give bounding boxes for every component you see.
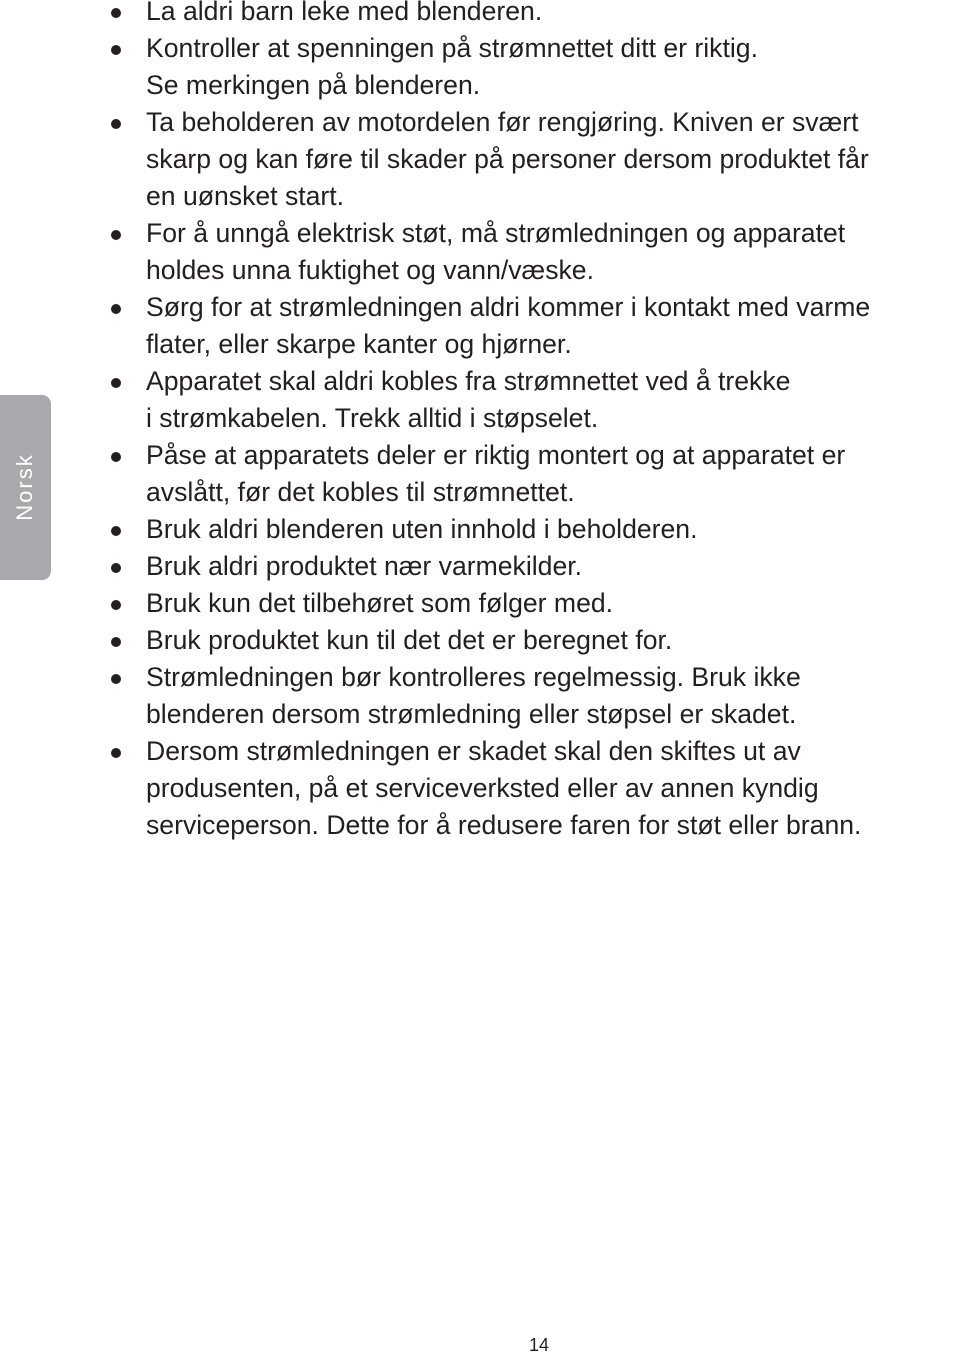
- bullet-icon: [111, 600, 121, 610]
- safety-instructions-list: [108, 0, 960, 844]
- list-item-text: Bruk kun det tilbehøret som følger med.: [146, 588, 614, 618]
- list-item-text: en uønsket start.: [146, 181, 345, 211]
- list-item-text: skarp og kan føre til skader på personer dersom produktet får: [146, 144, 869, 174]
- bullet-icon: [111, 452, 121, 462]
- list-item: [108, 289, 960, 363]
- bullet-icon: [111, 119, 121, 129]
- language-tab-label: Norsk: [12, 453, 37, 521]
- language-side-tab: [0, 395, 51, 580]
- list-item: [108, 585, 960, 622]
- list-item-text: holdes unna fuktighet og vann/væske.: [146, 255, 594, 285]
- bullet-icon: [111, 230, 121, 240]
- list-item: [108, 733, 960, 844]
- list-item: [108, 30, 960, 104]
- list-item: [108, 363, 960, 437]
- bullet-icon: [111, 563, 121, 573]
- list-item: [108, 437, 960, 511]
- list-item-text: flater, eller skarpe kanter og hjørner.: [146, 329, 572, 359]
- list-item-text: Strømledningen bør kontrolleres regelmessig. Bruk ikke: [146, 662, 801, 692]
- list-item-text: Kontroller at spenningen på strømnettet ditt er riktig.: [146, 33, 758, 63]
- list-item-text: Apparatet skal aldri kobles fra strømnettet ved å trekke: [146, 366, 791, 396]
- bullet-icon: [111, 378, 121, 388]
- bullet-icon: [111, 304, 121, 314]
- list-item-text: avslått, før det kobles til strømnettet.: [146, 477, 575, 507]
- list-item: [108, 659, 960, 733]
- list-item: [108, 511, 960, 548]
- list-item-text: produsenten, på et serviceverksted eller av annen kyndig: [146, 773, 819, 803]
- list-item-text: Dersom strømledningen er skadet skal den skiftes ut av: [146, 736, 801, 766]
- list-item-text: Se merkingen på blenderen.: [146, 70, 481, 100]
- list-item: [108, 104, 960, 215]
- bullet-icon: [111, 45, 121, 55]
- list-item-text: Ta beholderen av motordelen før rengjøring. Kniven er svært: [146, 107, 859, 137]
- bullet-icon: [111, 637, 121, 647]
- bullet-icon: [111, 674, 121, 684]
- list-item-text: serviceperson. Dette for å redusere faren for støt eller brann.: [146, 810, 862, 840]
- list-item: [108, 0, 960, 30]
- list-item: [108, 215, 960, 289]
- list-item-text: Påse at apparatets deler er riktig montert og at apparatet er: [146, 440, 846, 470]
- list-item-text: La aldri barn leke med blenderen.: [146, 0, 543, 26]
- bullet-icon: [111, 8, 121, 18]
- list-item-text: Bruk produktet kun til det det er beregnet for.: [146, 625, 673, 655]
- list-item: [108, 548, 960, 585]
- bullet-icon: [111, 748, 121, 758]
- list-item-text: blenderen dersom strømledning eller støpsel er skadet.: [146, 699, 797, 729]
- list-item-text: Sørg for at strømledningen aldri kommer i kontakt med varme: [146, 292, 871, 322]
- page-number: 14: [528, 1335, 550, 1355]
- list-item-text: i strømkabelen. Trekk alltid i støpselet.: [146, 403, 599, 433]
- list-item-text: Bruk aldri blenderen uten innhold i beholderen.: [146, 514, 698, 544]
- bullet-icon: [111, 526, 121, 536]
- list-item-text: For å unngå elektrisk støt, må strømledningen og apparatet: [146, 218, 846, 248]
- list-item-text: Bruk aldri produktet nær varmekilder.: [146, 551, 583, 581]
- list-item: [108, 622, 960, 659]
